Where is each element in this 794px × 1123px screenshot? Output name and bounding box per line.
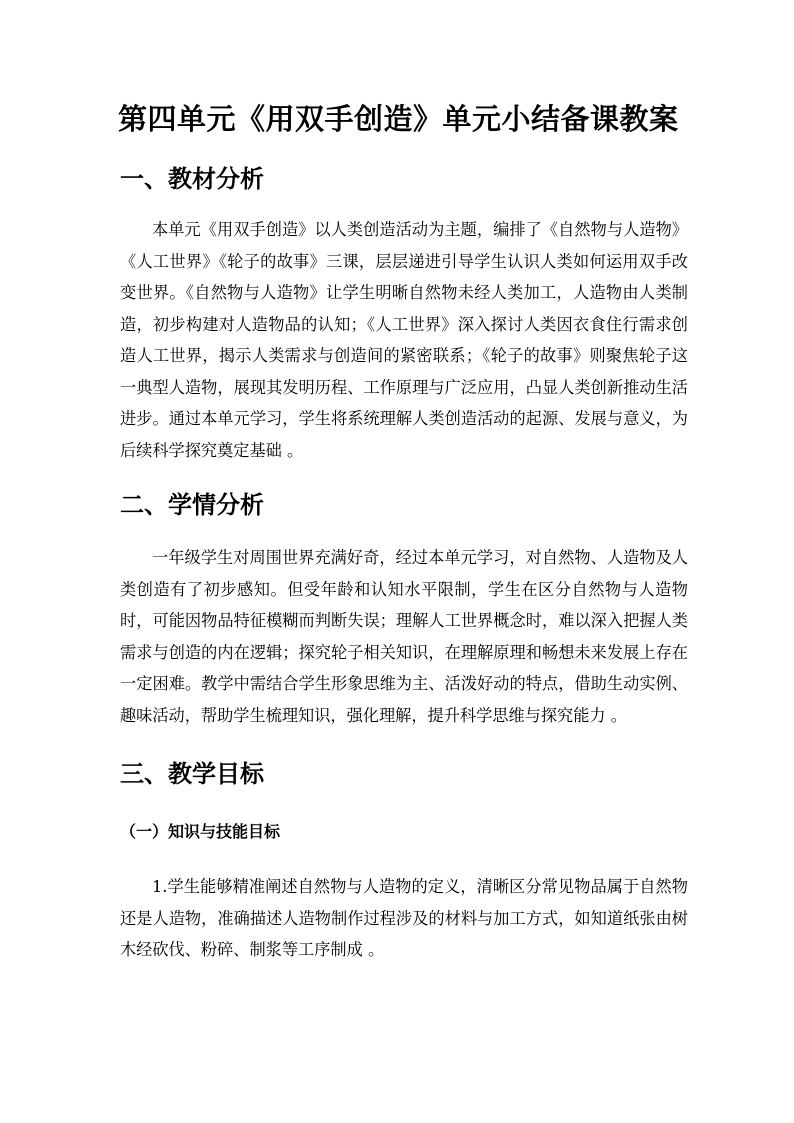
section-heading-teaching-goals: 三、教学目标 xyxy=(120,759,264,788)
section-heading-student-analysis: 二、学情分析 xyxy=(120,490,264,519)
paragraph-student-analysis: 一年级学生对周围世界充满好奇，经过本单元学习，对自然物、人造物及人类创造有了初步感知。但受年龄和认知水平限制，学生在区分自然物与人造物时，可能因物品特征模糊而判断失误；理解人工世界概念时，难以深入把握人类需求与创造的内在逻辑；探究轮子相关知识，在理解原理和畅想未来发展上存在一定困难。教学中需结合学生形象思维为主、活泼好动的特点，借助生动实例、趣味活动，帮助学生梳理知识，强化理解，提升科学思维与探究能力 。 xyxy=(120,548,688,725)
document-title: 第四单元《用双手创造》单元小结备课教案 xyxy=(118,102,679,136)
section-heading-textbook-analysis: 一、教材分析 xyxy=(120,164,264,193)
subsection-heading-knowledge-skills: （一）知识与技能目标 xyxy=(120,822,281,841)
paragraph-textbook-analysis: 本单元《用双手创造》以人类创造活动为主题，编排了《自然物与人造物》《人工世界》《轮子的故事》三课，层层递进引导学生认识人类如何运用双手改变世界。《自然物与人造物》让学生明晰自然物未经人类加工，人造物由人类制造，初步构建对人造物品的认知；《人工世界》深入探讨人类因衣食住行需求创造人工世界，揭示人类需求与创造间的紧密联系；《轮子的故事》则聚焦轮子这一典型人造物，展现其发明历程、工作原理与广泛应用，凸显人类创新推动生活进步。通过本单元学习，学生将系统理解人类创造活动的起源、发展与意义，为后续科学探究奠定基础 。 xyxy=(120,220,688,460)
paragraph-knowledge-skills-goal-1: 1.学生能够精准阐述自然物与人造物的定义，清晰区分常见物品属于自然物还是人造物，准确描述人造物制作过程涉及的材料与加工方式，如知道纸张由树木经砍伐、粉碎、制浆等工序制成 。 xyxy=(120,877,688,959)
